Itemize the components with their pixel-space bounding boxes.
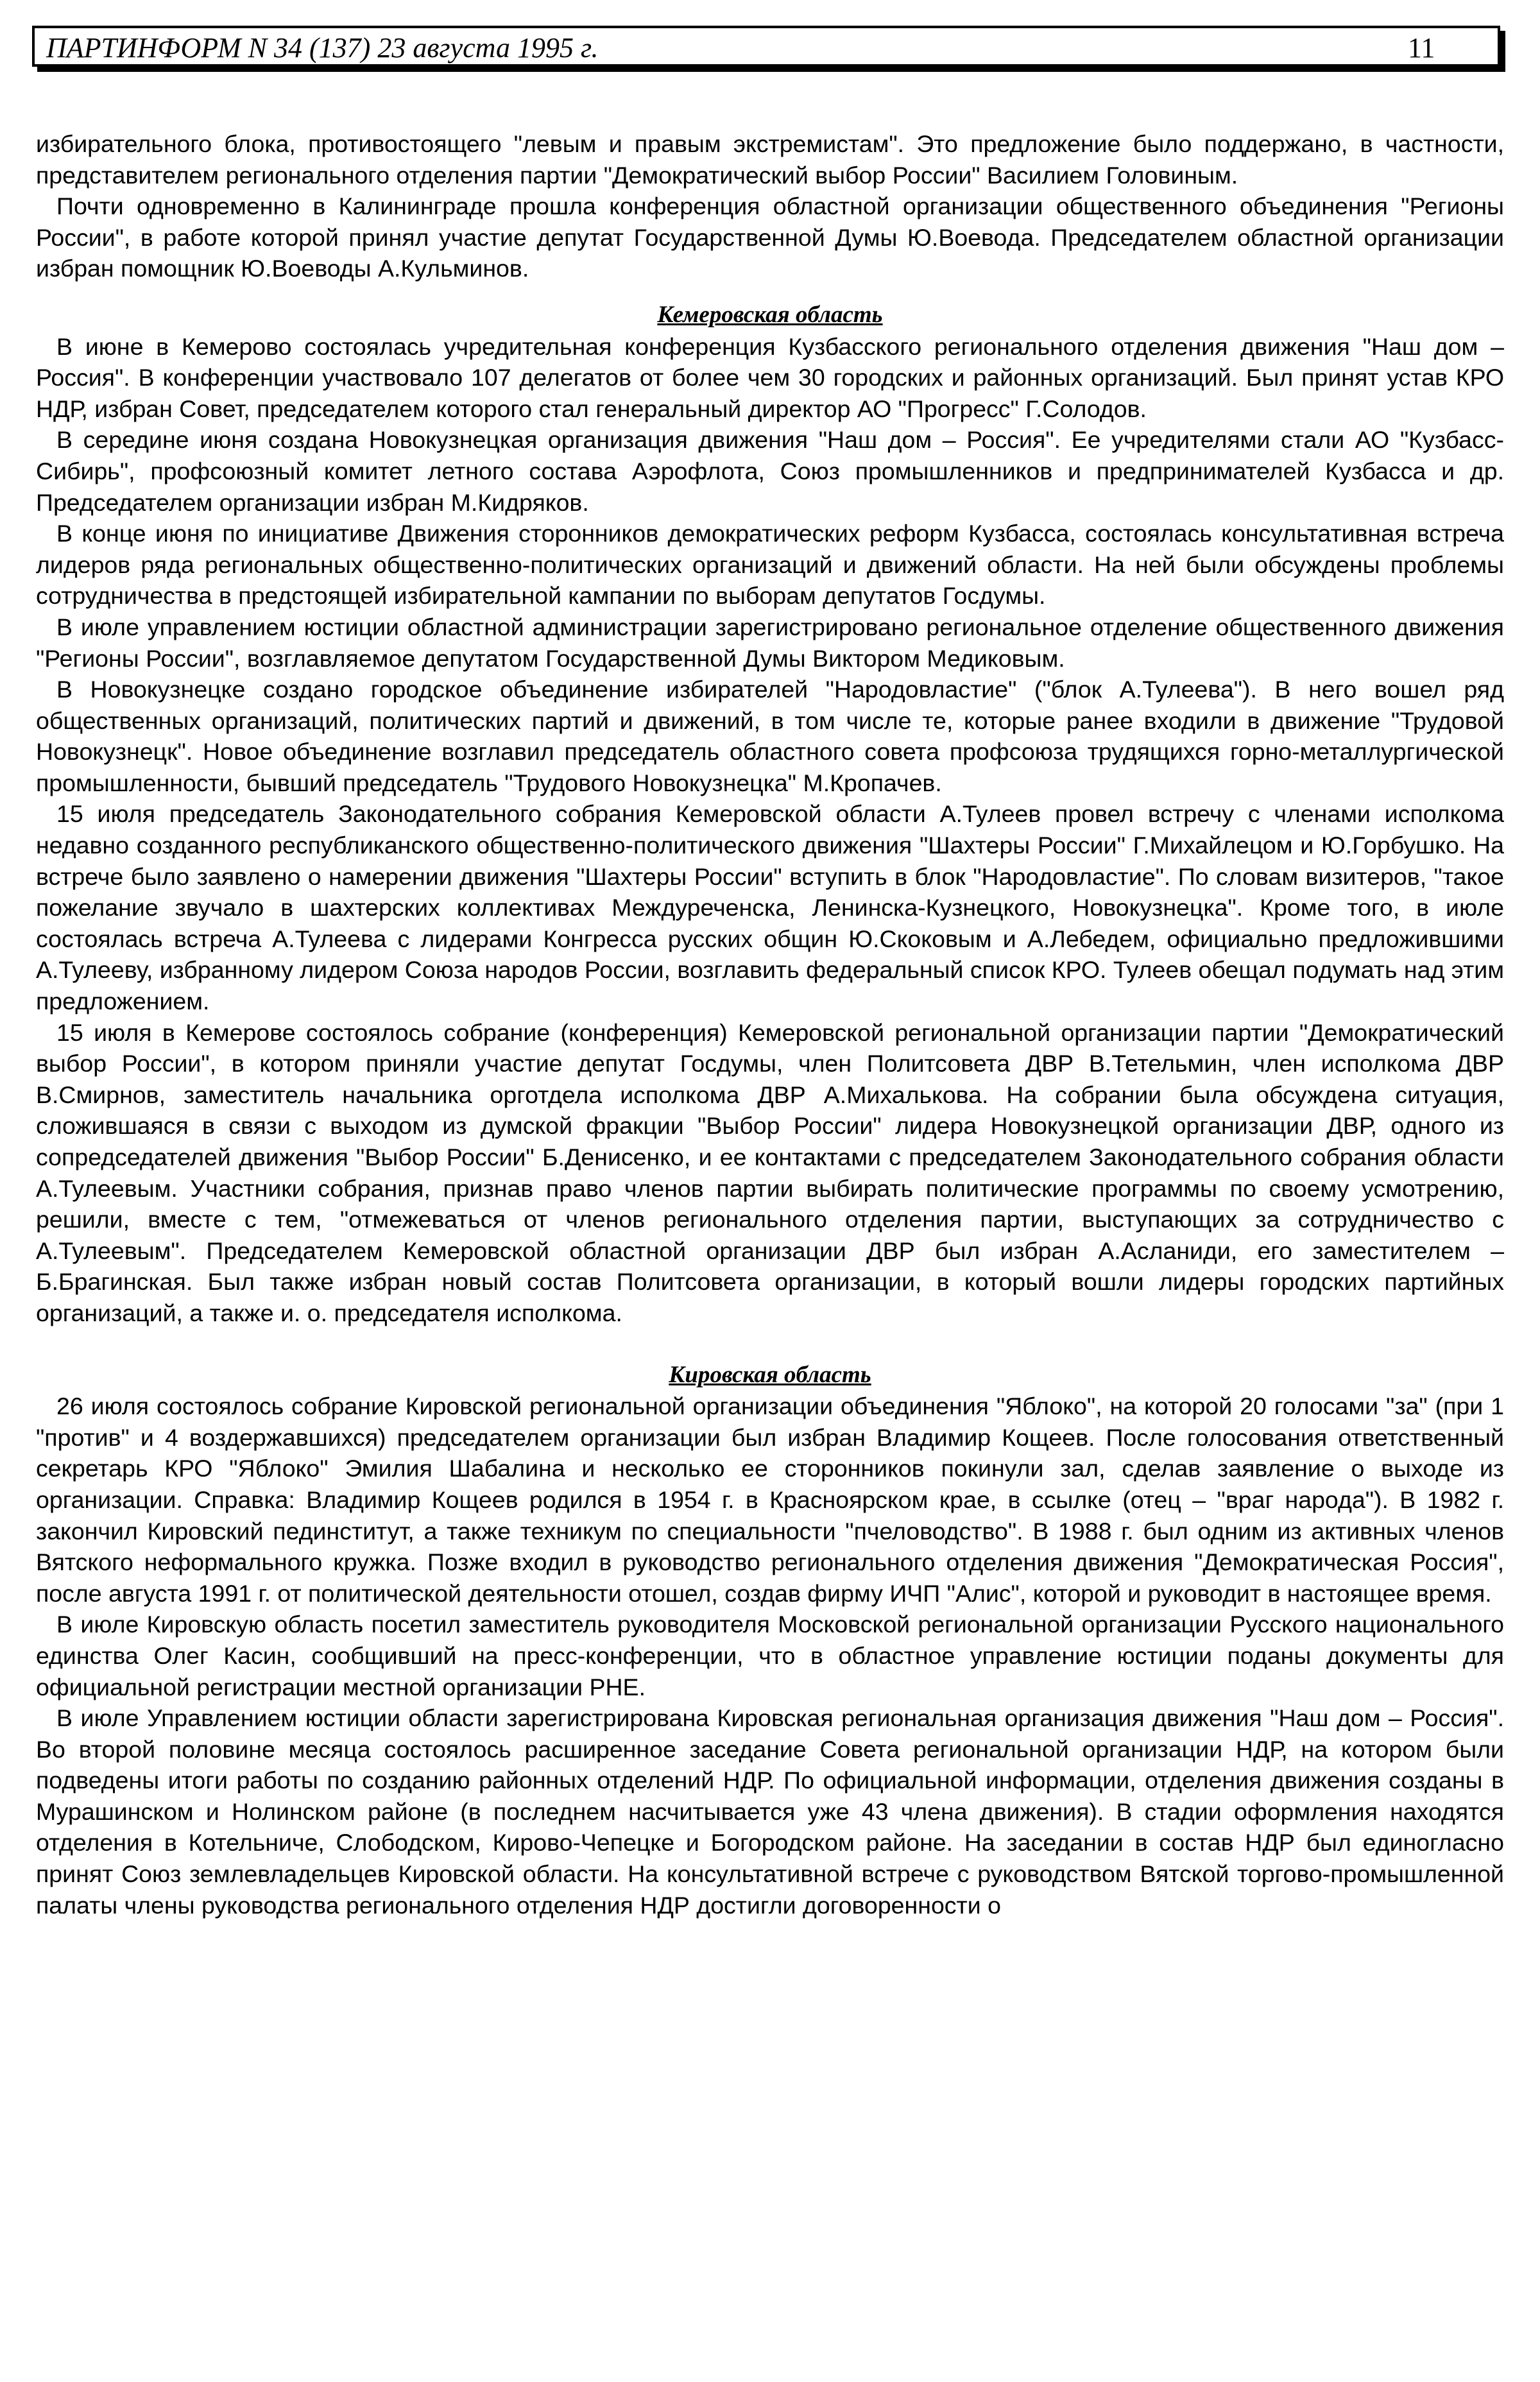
kemerovo-paragraph-5: В Новокузнецке создано городское объединение избирателей "Народовластие" ("блок А.Тулеева"). В него вошел ряд общественных организаций, политических партий и движений, в том числе те, которые ранее входили в движение "Трудовой Новокузнецк". Новое объединение возглавил председатель областного совета профсоюза трудящихся горно-металлургической промышленности, бывший председатель "Трудового Новокузнецка" М.Кропачев.	[36, 676, 1504, 796]
section-title-kirov: Кировская область	[669, 1361, 871, 1388]
article-body	[36, 128, 1504, 1921]
kemerovo-paragraph-3: В конце июня по инициативе Движения сторонников демократических реформ Кузбасса, состоялась консультативная встреча лидеров ряда региональных общественно-политических организаций и движений области. На ней были обсуждены проблемы сотрудничества в предстоящей избирательной кампании по выборам депутатов Госдумы.	[36, 520, 1504, 610]
kemerovo-paragraph-7: 15 июля в Кемерове состоялось собрание (конференция) Кемеровской региональной организации партии "Демократический выбор России", в котором приняли участие депутат Госдумы, член Политсовета ДВР В.Тетельмин, член исполкома ДВР В.Смирнов, заместитель начальника орготдела исполкома ДВР А.Михалькова. На собрании была обсуждена ситуация, сложившаяся в связи с выходом из думской фракции "Выбор России" лидера Новокузнецкой организации ДВР, одного из сопредседателей движения "Выбор России" Б.Денисенко, и ее контактами с председателем Законодательного собрания области А.Тулеевым. Участники собрания, признав право членов партии выбирать политические программы по своему усмотрению, решили, вместе с тем, "отмежеваться от членов регионального отделения партии, выступающих за сотрудничество с А.Тулеевым". Председателем Кемеровской областной организации ДВР был избран А.Асланиди, его заместителем – Б.Брагинская. Был также избран новый состав Политсовета организации, в который вошли лидеры городских партийных организаций, а также и. о. председателя исполкома.	[36, 1018, 1504, 1326]
kirov-paragraph-2: В июле Кировскую область посетил заместитель руководителя Московской региональной организации Русского национального единства Олег Касин, сообщивший на пресс-конференции, что в областное управление юстиции поданы документы для официальной регистрации местной организации РНЕ.	[36, 1611, 1504, 1701]
kemerovo-paragraph-2: В середине июня создана Новокузнецкая организация движения "Наш дом – Россия". Ее учредителями стали АО "Кузбасс-Сибирь", профсоюзный комитет летного состава Аэрофлота, Союз промышленников и предпринимателей Кузбасса и др. Председателем организации избран М.Кидряков.	[36, 426, 1504, 516]
page-number: 11	[1408, 32, 1435, 64]
intro-paragraph-1: избирательного блока, противостоящего "левым и правым экстремистам". Это предложение было поддержано, в частности, представителем регионального отделения партии "Демократический выбор России" Василием Головиным.	[36, 130, 1504, 189]
kirov-paragraph-3: В июле Управлением юстиции области зарегистрирована Кировская региональная организация движения "Наш дом – Россия". Во второй половине месяца состоялось расширенное заседание Совета региональной организации НДР, на котором были подведены итоги работы по созданию районных отделений НДР. По официальной информации, отделения движения созданы в Мурашинском и Нолинском районе (в последнем насчитывается уже 43 члена движения). В стадии оформления находятся отделения в Котельниче, Слободском, Кирово-Чепецке и Богородском районе. На заседании в состав НДР был единогласно принят Союз землевладельцев Кировской области. На консультативной встрече с руководством Вятской торгово-промышленной палаты члены руководства регионального отделения НДР достигли договоренности о	[36, 1704, 1504, 1919]
kemerovo-paragraph-6: 15 июля председатель Законодательного собрания Кемеровской области А.Тулеев провел встречу с членами исполкома недавно созданного республиканского общественно-политического движения "Шахтеры России" Г.Михайлецом и Ю.Горбушко. На встрече было заявлено о намерении движения "Шахтеры России" вступить в блок "Народовластие". По словам визитеров, "такое пожелание звучало в шахтерских коллективах Междуреченска, Ленинска-Кузнецкого, Новокузнецка". Кроме того, в июле состоялась встреча А.Тулеева с лидерами Конгресса русских общин Ю.Скоковым и А.Лебедем, официально предложившими А.Тулееву, избранному лидером Союза народов России, возглавить федеральный список КРО. Тулеев обещал подумать над этим предложением.	[36, 800, 1504, 1015]
page-header	[32, 26, 1500, 67]
kirov-paragraph-1: 26 июля состоялось собрание Кировской региональной организации объединения "Яблоко", на которой 20 голосами "за" (при 1 "против" и 4 воздержавшихся) председателем организации был избран Владимир Кощеев. После голосования ответственный секретарь КРО "Яблоко" Эмилия Шабалина и несколько ее сторонников покинули зал, сделав заявление о выходе из организации. Справка: Владимир Кощеев родился в 1954 г. в Красноярском крае, в ссылке (отец – "враг народа"). В 1982 г. закончил Кировский пединститут, а также техникум по специальности "пчеловодство". В 1988 г. был одним из активных членов Вятского неформального кружка. Позже входил в руководство регионального отделения движения "Демократическая Россия", после августа 1991 г. от политической деятельности отошел, создав фирму ИЧП "Алис", которой и руководит в настоящее время.	[36, 1392, 1504, 1607]
intro-paragraph-2: Почти одновременно в Калининграде прошла конференция областной организации общественного объединения "Регионы России", в работе которой принял участие депутат Государственной Думы Ю.Воевода. Председателем областной организации избран помощник Ю.Воеводы А.Кульминов.	[36, 193, 1504, 282]
section-title-kemerovo: Кемеровская область	[657, 301, 883, 328]
publication-title: ПАРТИНФОРМ N 34 (137) 23 августа 1995 г.	[46, 32, 599, 64]
kemerovo-paragraph-4: В июле управлением юстиции областной администрации зарегистрировано региональное отделение общественного движения "Регионы России", возглавляемое депутатом Государственной Думы Виктором Медиковым.	[36, 613, 1504, 672]
kemerovo-paragraph-1: В июне в Кемерово состоялась учредительная конференция Кузбасского регионального отделения движения "Наш дом – Россия". В конференции участвовало 107 делегатов от более чем 30 городских и районных организаций. Был принят устав КРО НДР, избран Совет, председателем которого стал генеральный директор АО "Прогресс" Г.Солодов.	[36, 332, 1504, 422]
